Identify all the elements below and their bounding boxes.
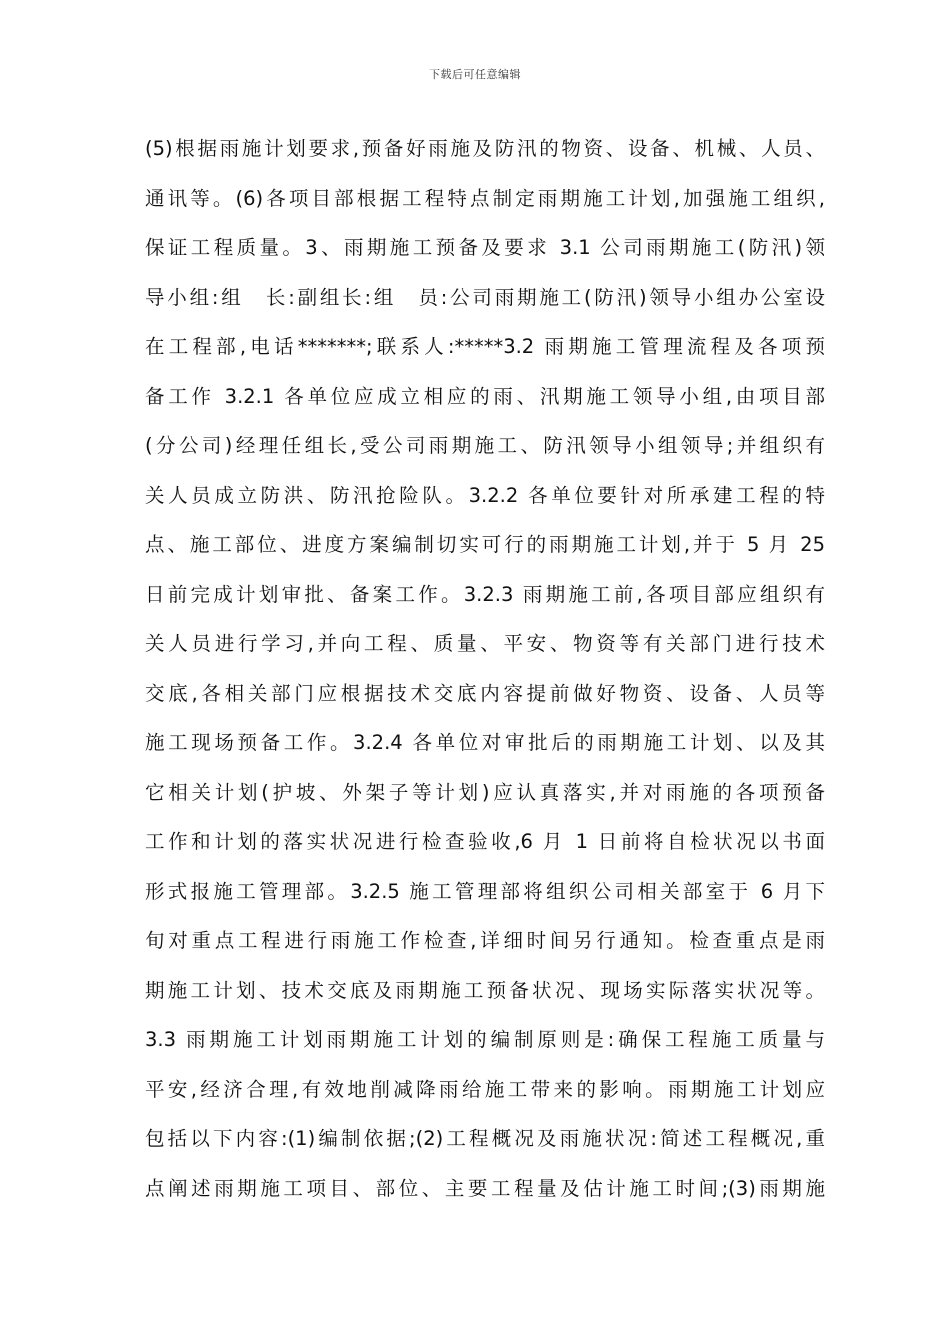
text-line: 备工作 3.2.1 各单位应成立相应的雨、汛期施工领导小组,由项目部 [145,384,825,408]
text-line: 旬对重点工程进行雨施工作检查,详细时间另行通知。检查重点是雨 [145,929,825,952]
text-line: 关人员进行学习,并向工程、质量、平安、物资等有关部门进行技术 [145,632,825,655]
document-body [145,124,825,1213]
text-line: 平安,经济合理,有效地削减降雨给施工带来的影响。雨期施工计划应 [145,1077,825,1101]
text-line: 点、施工部位、进度方案编制切实可行的雨期施工计划,并于 5 月 25 [145,533,825,556]
text-line: 导小组:组 长:副组长:组 员:公司雨期施工(防汛)领导小组办公室设 [145,285,825,309]
text-line: 日前完成计划审批、备案工作。3.2.3 雨期施工前,各项目部应组织有 [145,582,825,606]
text-line: (5)根据雨施计划要求,预备好雨施及防汛的物资、设备、机械、人员、 [145,137,825,160]
text-line: 3.3 雨期施工计划雨期施工计划的编制原则是:确保工程施工质量与 [145,1028,825,1051]
text-line: 形式报施工管理部。3.2.5 施工管理部将组织公司相关部室于 6 月下 [145,879,825,903]
text-line: 关人员成立防洪、防汛抢险队。3.2.2 各单位要针对所承建工程的特 [145,483,825,507]
text-line: 保证工程质量。3、雨期施工预备及要求 3.1 公司雨期施工(防汛)领 [145,236,825,259]
text-line: 点阐述雨期施工项目、部位、主要工程量及估计施工时间;(3)雨期施 [145,1176,825,1200]
text-line: 包括以下内容:(1)编制依据;(2)工程概况及雨施状况:简述工程概况,重 [145,1127,825,1150]
text-line: 期施工计划、技术交底及雨期施工预备状况、现场实际落实状况等。 [145,978,825,1002]
page-header: 下载后可任意编辑 [429,68,521,81]
text-line: (分公司)经理任组长,受公司雨期施工、防汛领导小组领导;并组织有 [145,434,825,457]
text-line: 它相关计划(护坡、外架子等计划)应认真落实,并对雨施的各项预备 [145,780,825,804]
text-line: 工作和计划的落实状况进行检查验收,6 月 1 日前将自检状况以书面 [145,830,825,853]
text-line: 交底,各相关部门应根据技术交底内容提前做好物资、设备、人员等 [145,681,825,705]
text-line: 通讯等。(6)各项目部根据工程特点制定雨期施工计划,加强施工组织, [145,186,825,210]
text-line: 施工现场预备工作。3.2.4 各单位对审批后的雨期施工计划、以及其 [145,731,825,754]
text-line: 在工程部,电话*******;联系人:*****3.2 雨期施工管理流程及各项预 [145,335,825,358]
